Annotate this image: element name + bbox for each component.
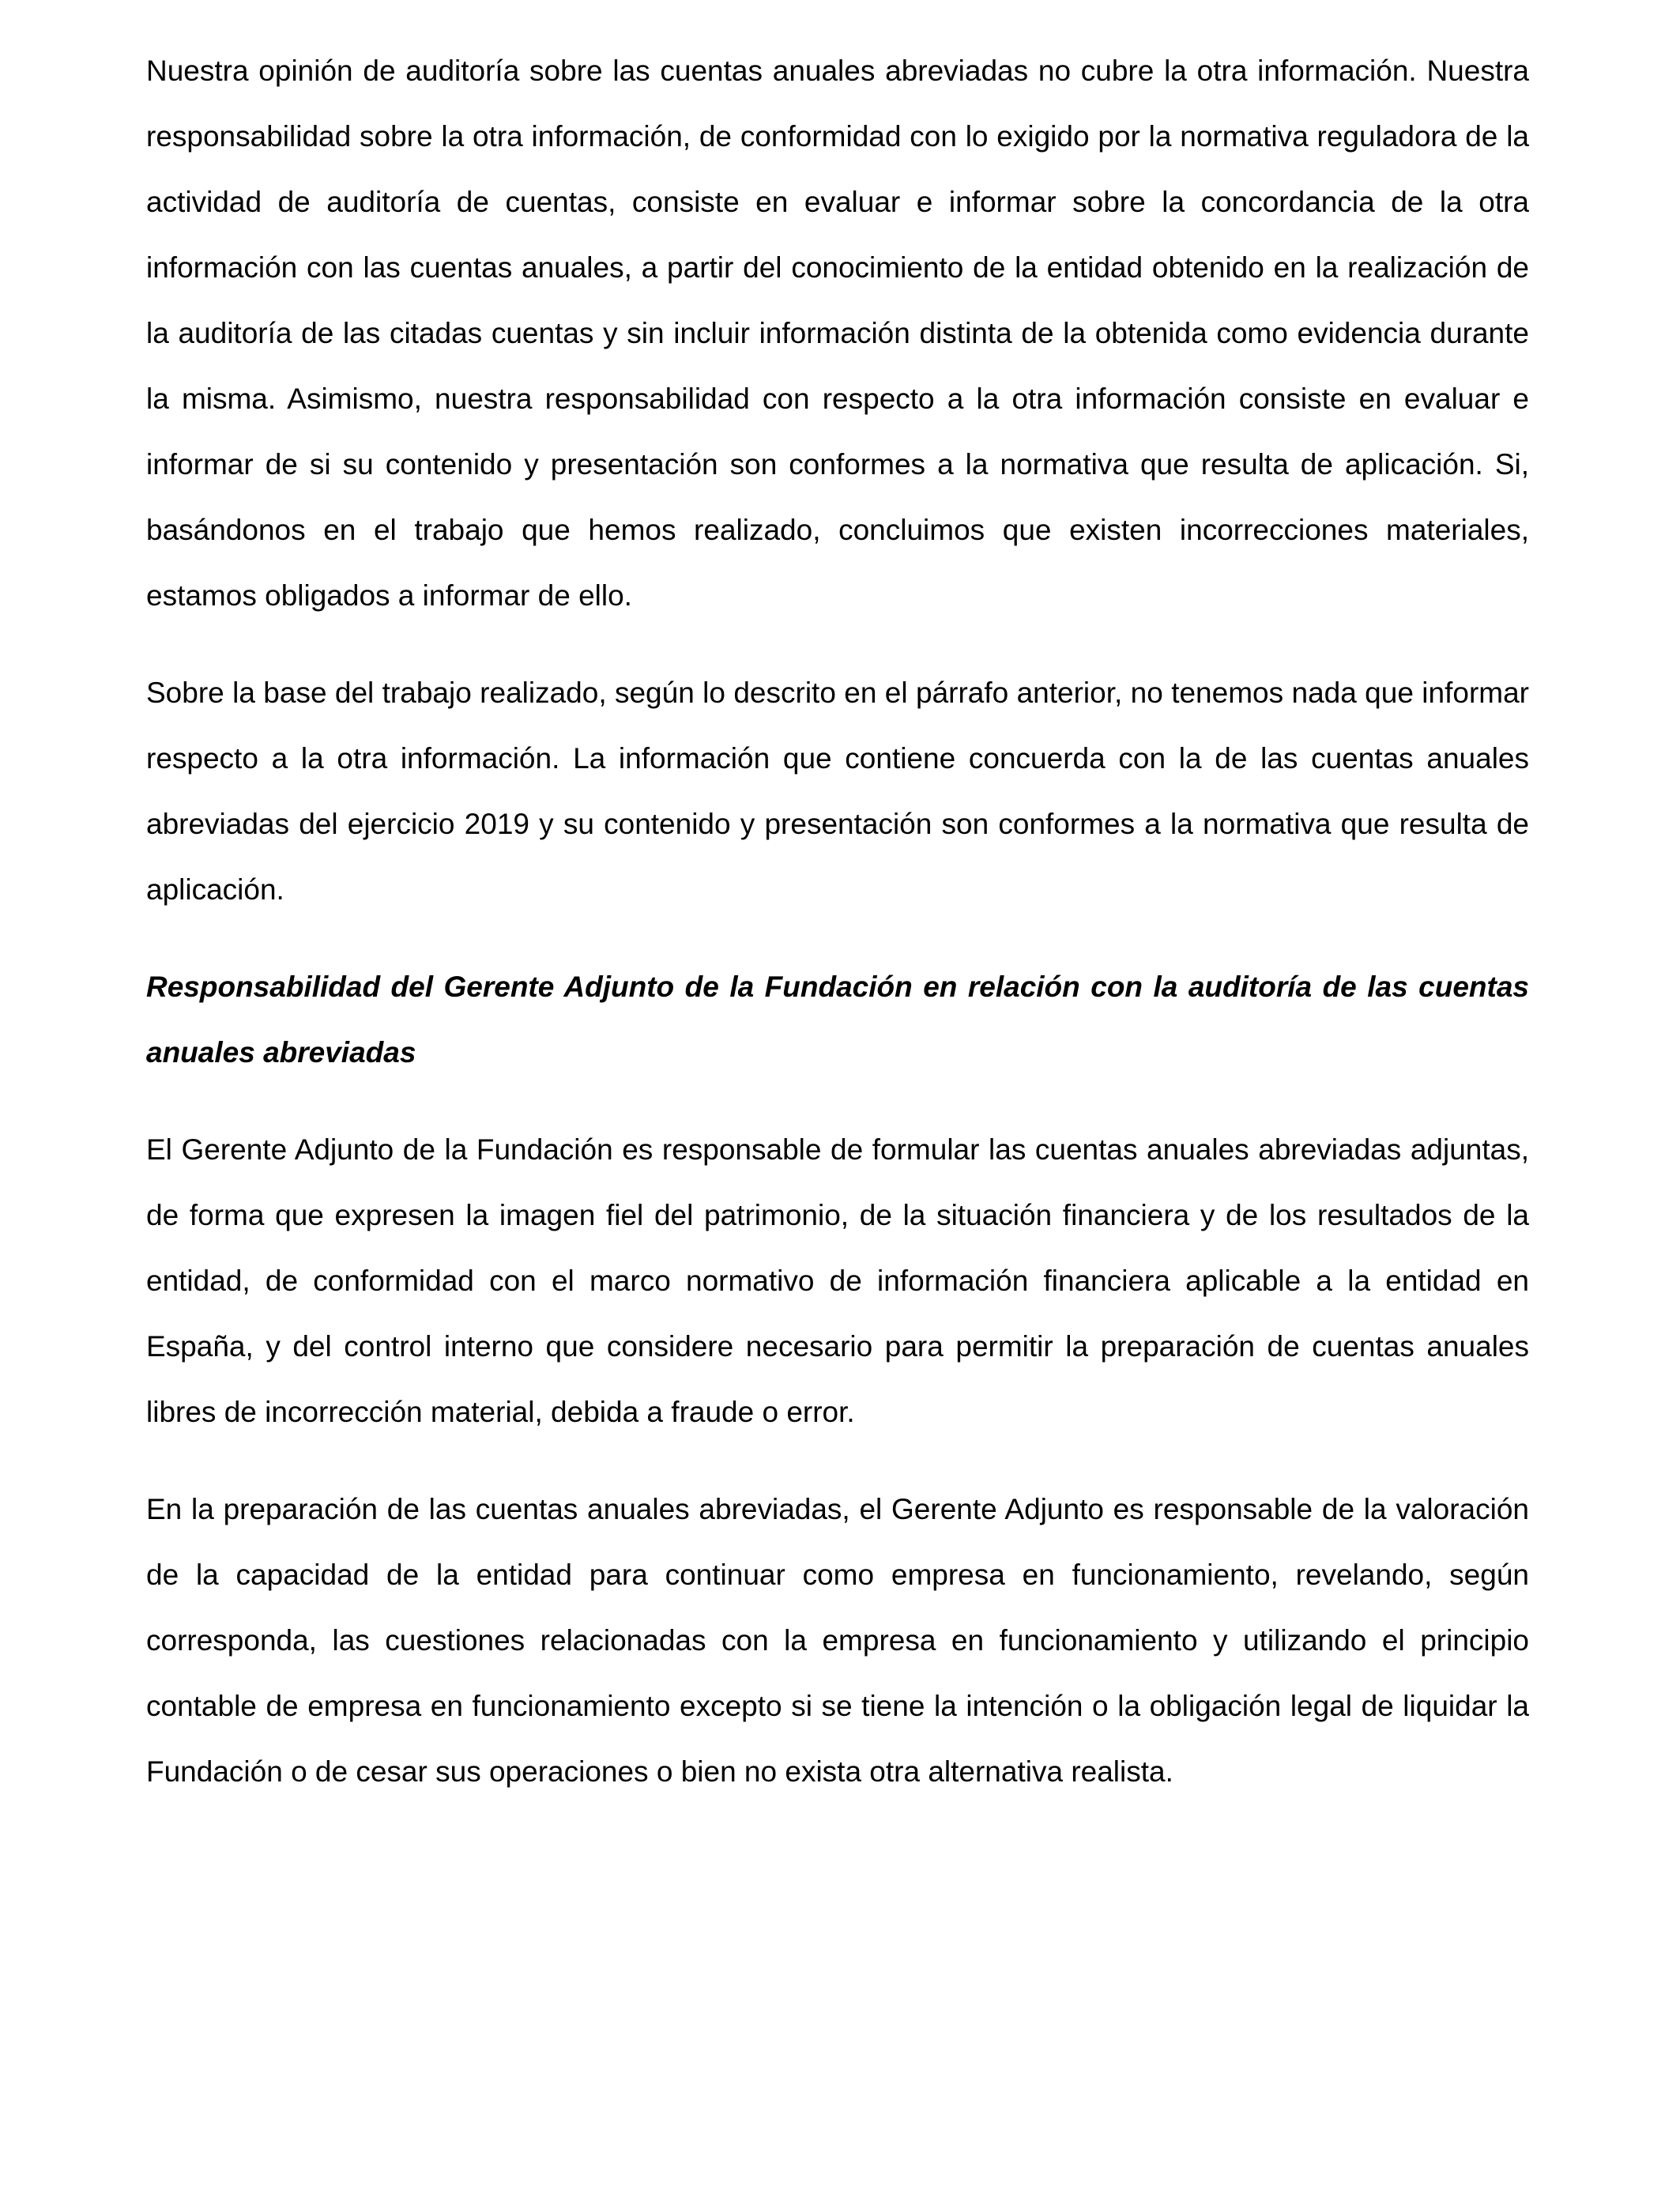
paragraph-going-concern: En la preparación de las cuentas anuales abreviadas, el Gerente Adjunto es responsable de la valoración de la capacidad de la entidad para continuar como empresa en funcionamiento, revelando, según corresponda, las cuestiones relacionadas con la empresa en funcionamiento y utilizando el principio contable de empresa en funcionamiento excepto si se tiene la intención o la obligación legal de liquidar la Fundación o de cesar sus operaciones o bien no exista otra alternativa realista. <box>146 1493 1529 1788</box>
document-body <box>146 38 1529 1836</box>
paragraph-other-information-conclusion: Sobre la base del trabajo realizado, según lo descrito en el párrafo anterior, no tenemos nada que informar respecto a la otra información. La información que contiene concuerda con la de las cuentas anuales abreviadas del ejercicio 2019 y su contenido y presentación son conformes a la normativa que resulta de aplicación. <box>146 677 1529 906</box>
paragraph-management-responsibility: El Gerente Adjunto de la Fundación es responsable de formular las cuentas anuales abreviadas adjuntas, de forma que expresen la imagen fiel del patrimonio, de la situación financiera y de los resultados de la entidad, de conformidad con el marco normativo de información financiera aplicable a la entidad en España, y del control interno que considere necesario para permitir la preparación de cuentas anuales libres de incorrección material, debida a fraude o error. <box>146 1133 1529 1428</box>
section-heading-management-responsibility: Responsabilidad del Gerente Adjunto de la Fundación en relación con la auditoría de las cuentas anuales abreviadas <box>146 971 1529 1069</box>
paragraph-other-information-opinion: Nuestra opinión de auditoría sobre las cuentas anuales abreviadas no cubre la otra información. Nuestra responsabilidad sobre la otra información, de conformidad con lo exigido por la normativa reguladora de la actividad de auditoría de cuentas, consiste en evaluar e informar sobre la concordancia de la otra información con las cuentas anuales, a partir del conocimiento de la entidad obtenido en la realización de la auditoría de las citadas cuentas y sin incluir información distinta de la obtenida como evidencia durante la misma. Asimismo, nuestra responsabilidad con respecto a la otra información consiste en evaluar e informar de si su contenido y presentación son conformes a la normativa que resulta de aplicación. Si, basándonos en el trabajo que hemos realizado, concluimos que existen incorrecciones materiales, estamos obligados a informar de ello. <box>146 55 1529 612</box>
